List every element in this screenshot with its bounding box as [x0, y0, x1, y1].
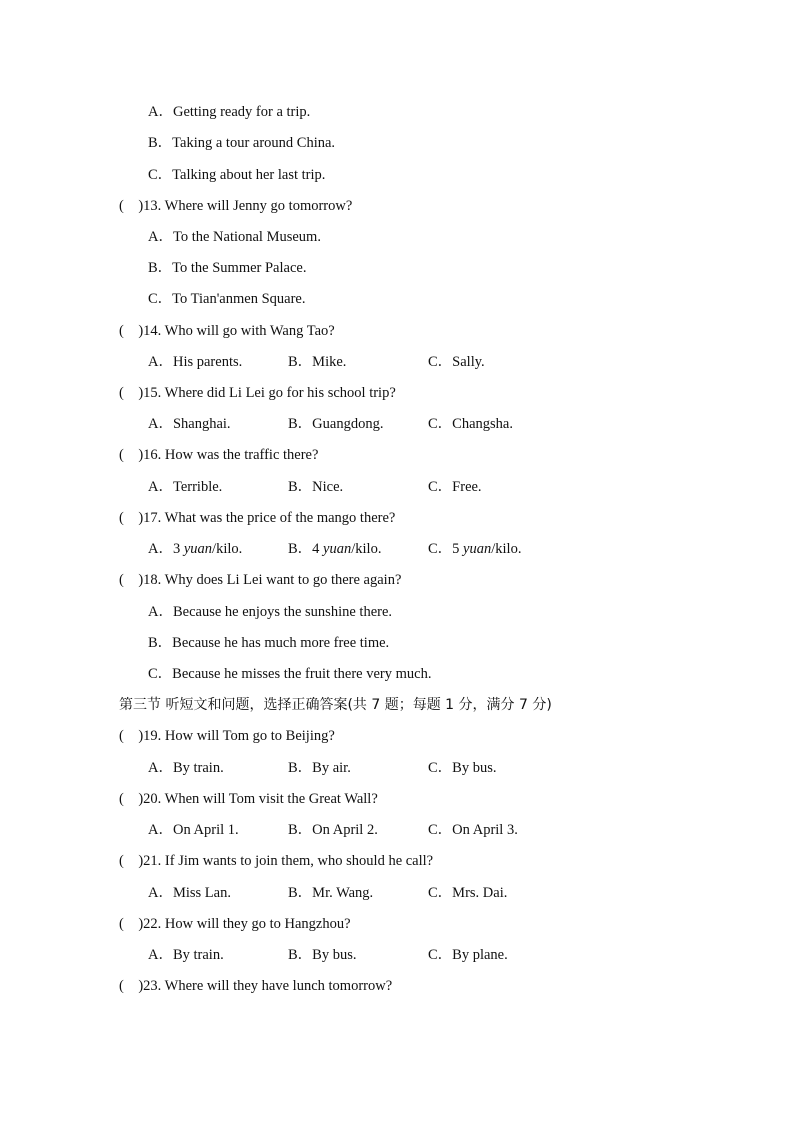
option-19b: B．By air. — [288, 760, 351, 776]
option-14b: B．Mike. — [288, 354, 347, 370]
option-15a: A．Shanghai. — [148, 416, 231, 432]
question-20: ( )20. When will Tom visit the Great Wall? — [119, 791, 378, 807]
option-17c: C．5 yuan/kilo. — [428, 541, 522, 557]
option-15c: C．Changsha. — [428, 416, 513, 432]
question-23: ( )23. Where will they have lunch tomorrow? — [119, 978, 393, 994]
question-19: ( )19. How will Tom go to Beijing? — [119, 728, 335, 744]
option-13a: A．To the National Museum. — [148, 229, 321, 245]
question-17: ( )17. What was the price of the mango there? — [119, 510, 396, 526]
option-14c: C．Sally. — [428, 354, 485, 370]
option-15b: B．Guangdong. — [288, 416, 384, 432]
option-16b: B．Nice. — [288, 479, 344, 495]
question-16: ( )16. How was the traffic there? — [119, 447, 319, 463]
option-22b: B．By bus. — [288, 947, 357, 963]
question-18: ( )18. Why does Li Lei want to go there again? — [119, 572, 402, 588]
question-22: ( )22. How will they go to Hangzhou? — [119, 916, 351, 932]
option-22c: C．By plane. — [428, 947, 508, 963]
option-20c: C．On April 3. — [428, 822, 518, 838]
option-20b: B．On April 2. — [288, 822, 378, 838]
option-18a: A．Because he enjoys the sunshine there. — [148, 604, 393, 620]
option-21b: B．Mr. Wang. — [288, 885, 374, 901]
option-17a: A．3 yuan/kilo. — [148, 541, 243, 557]
option-16c: C．Free. — [428, 479, 482, 495]
option-18b: B．Because he has much more free time. — [148, 635, 390, 651]
question-14: ( )14. Who will go with Wang Tao? — [119, 323, 335, 339]
option-13c: C．To Tian'anmen Square. — [148, 291, 306, 307]
option-21c: C．Mrs. Dai. — [428, 885, 508, 901]
option-14a: A．His parents. — [148, 354, 243, 370]
option-21a: A．Miss Lan. — [148, 885, 231, 901]
option-12c: C．Talking about her last trip. — [148, 167, 326, 183]
option-22a: A．By train. — [148, 947, 224, 963]
option-16a: A．Terrible. — [148, 479, 223, 495]
option-13b: B．To the Summer Palace. — [148, 260, 307, 276]
option-19c: C．By bus. — [428, 760, 497, 776]
question-21: ( )21. If Jim wants to join them, who should he call? — [119, 853, 434, 869]
option-12a: A．Getting ready for a trip. — [148, 104, 311, 120]
option-17b: B．4 yuan/kilo. — [288, 541, 382, 557]
option-19a: A．By train. — [148, 760, 224, 776]
section-3-heading: 第三节 听短文和问题，选择正确答案(共 7 题；每题 1 分，满分 7 分) — [119, 697, 552, 713]
option-12b: B．Taking a tour around China. — [148, 135, 336, 151]
option-20a: A．On April 1. — [148, 822, 239, 838]
option-18c: C．Because he misses the fruit there very much. — [148, 666, 432, 682]
question-15: ( )15. Where did Li Lei go for his school trip? — [119, 385, 396, 401]
question-13: ( )13. Where will Jenny go tomorrow? — [119, 198, 353, 214]
